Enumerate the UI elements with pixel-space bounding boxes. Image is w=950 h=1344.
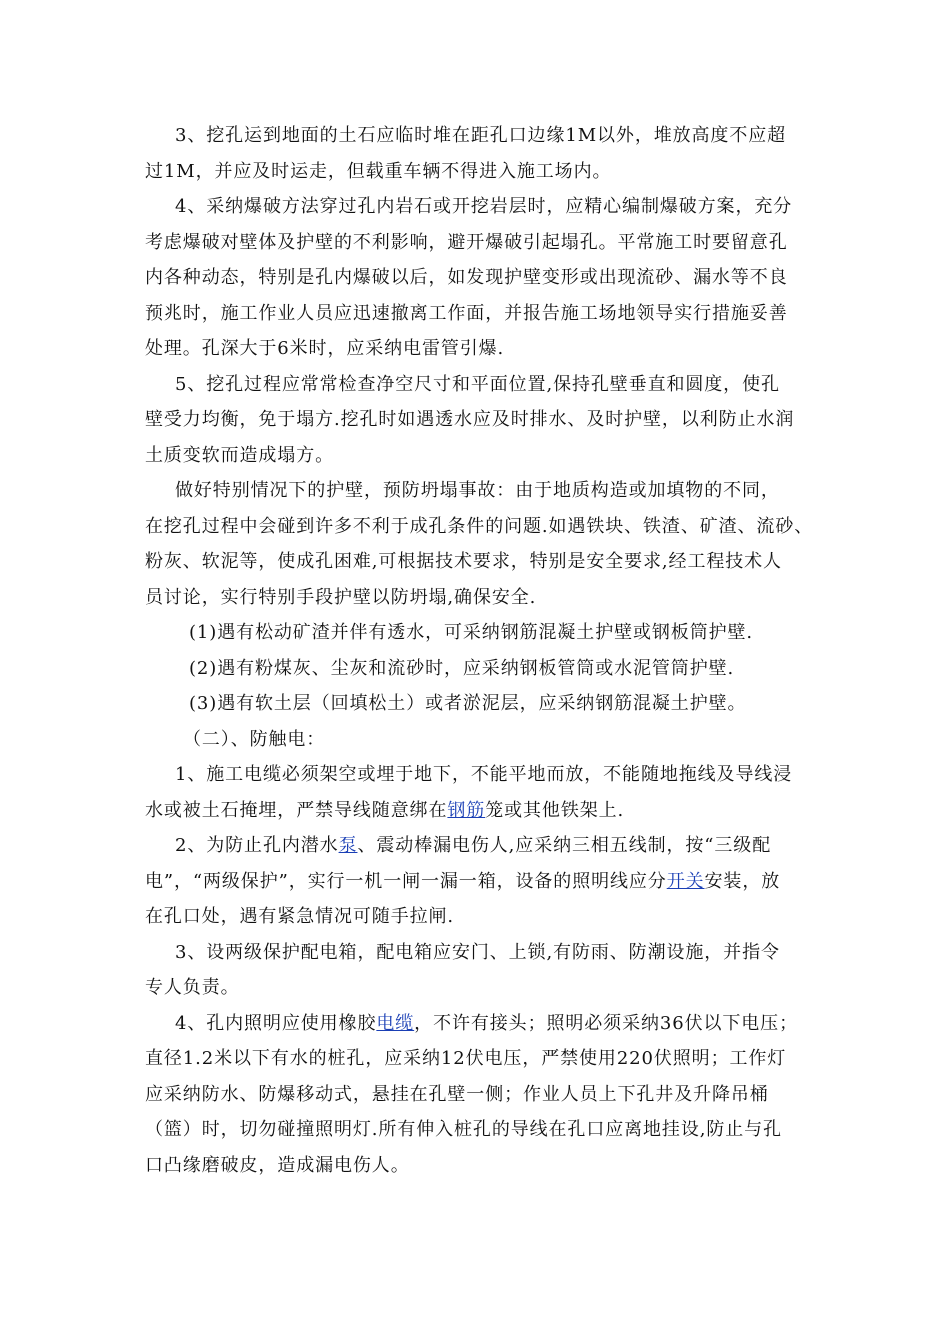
text-line xyxy=(145,864,817,900)
text-segment: 2、为防止孔内潜水 xyxy=(175,835,339,856)
text-line xyxy=(145,651,817,687)
text-segment: （篮）时，切勿碰撞照明灯.所有伸入桩孔的导线在孔口应离地挂设,防止与孔 xyxy=(145,1119,782,1140)
text-segment: 员讨论，实行特别手段护壁以防坍塌,确保安全. xyxy=(145,586,537,608)
paragraph-p8 xyxy=(145,651,817,687)
hyperlink[interactable]: 开关 xyxy=(666,870,705,892)
paragraph-p7 xyxy=(145,615,817,651)
text-line xyxy=(145,544,817,580)
text-line xyxy=(145,189,817,225)
text-segment: 3、挖孔运到地面的土石应临时堆在距孔口边缘1M以外，堆放高度不应超 xyxy=(175,125,787,146)
text-segment: 应采纳防水、防爆移动式，悬挂在孔壁一侧；作业人员上下孔井及升降吊桶 xyxy=(145,1083,769,1105)
text-segment: (2)遇有粉煤灰、尘灰和流砂时，应采纳钢板管筒或水泥管筒护壁. xyxy=(189,657,735,679)
document-body xyxy=(145,118,817,1183)
text-line xyxy=(145,509,817,545)
text-segment: 考虑爆破对壁体及护壁的不利影响，避开爆破引起塌孔。平常施工时要留意孔 xyxy=(145,231,788,253)
paragraph-p12 xyxy=(145,828,817,935)
text-line xyxy=(145,473,817,509)
paragraph-p10 xyxy=(145,722,817,758)
paragraph-p3 xyxy=(145,118,817,189)
text-segment: ，不许有接头；照明必须采纳36伏以下电压； xyxy=(414,1012,798,1034)
text-segment: 4、采纳爆破方法穿过孔内岩石或开挖岩层时，应精心编制爆破方案，充分 xyxy=(175,196,793,217)
text-segment: 做好特别情况下的护壁，预防坍塌事故：由于地质构造或加填物的不同， xyxy=(175,480,780,501)
paragraph-p9 xyxy=(145,686,817,722)
paragraph-p5 xyxy=(145,367,817,474)
text-segment: 壁受力均衡，免于塌方.挖孔时如遇透水应及时排水、及时护壁，以利防止水润 xyxy=(145,409,795,430)
text-line xyxy=(145,615,817,651)
paragraph-p11 xyxy=(145,757,817,828)
text-line xyxy=(145,580,817,616)
text-segment: 土质变软而造成塌方。 xyxy=(145,444,334,466)
text-segment: 5、挖孔过程应常常检查净空尺寸和平面位置,保持孔壁垂直和圆度，使孔 xyxy=(175,373,780,395)
text-segment: 处理。孔深大于6米时，应采纳电雷管引爆. xyxy=(145,338,505,359)
text-segment: 电”，“两级保护”，实行一机一闸一漏一箱，设备的照明线应分 xyxy=(145,870,667,892)
paragraph-p13 xyxy=(145,935,817,1006)
text-line xyxy=(145,1006,817,1042)
text-line xyxy=(145,225,817,261)
text-segment: 过1M，并应及时运走，但载重车辆不得进入施工场内。 xyxy=(145,160,612,182)
text-line xyxy=(145,260,817,296)
hyperlink[interactable]: 电缆 xyxy=(376,1012,415,1034)
text-line xyxy=(145,438,817,474)
text-line xyxy=(145,686,817,722)
text-line xyxy=(145,402,817,438)
text-line xyxy=(145,118,817,154)
text-segment: 、震动棒漏电伤人,应采纳三相五线制，按“三级配 xyxy=(357,835,772,856)
text-segment: (1)遇有松动矿渣并伴有透水，可采纳钢筋混凝土护壁或钢板筒护壁. xyxy=(189,622,754,643)
text-line xyxy=(145,367,817,403)
text-segment: 在挖孔过程中会碰到许多不利于成孔条件的问题.如遇铁块、铁渣、矿渣、流砂、 xyxy=(145,515,814,537)
text-segment: 直径1.2米以下有水的桩孔，应采纳12伏电压，严禁使用220伏照明；工作灯 xyxy=(145,1048,787,1069)
text-line xyxy=(145,793,817,829)
text-segment: 1、施工电缆必须架空或埋于地下，不能平地而放，不能随地拖线及导线浸 xyxy=(175,764,793,785)
text-segment: 3、设两级保护配电箱，配电箱应安门、上锁,有防雨、防潮设施，并指令 xyxy=(175,941,780,963)
text-segment: （二）、防触电： xyxy=(183,728,326,750)
text-segment: 安装，放 xyxy=(704,870,781,892)
text-line xyxy=(145,935,817,971)
text-line xyxy=(145,1077,817,1113)
paragraph-p4 xyxy=(145,189,817,367)
text-line xyxy=(145,1041,817,1077)
text-line xyxy=(145,296,817,332)
text-line xyxy=(145,828,817,864)
text-line xyxy=(145,1112,817,1148)
text-line xyxy=(145,757,817,793)
hyperlink[interactable]: 泵 xyxy=(338,835,358,856)
text-segment: 4、孔内照明应使用橡胶 xyxy=(175,1012,377,1034)
hyperlink[interactable]: 钢筋 xyxy=(447,799,486,821)
text-segment: 水或被土石掩埋，严禁导线随意绑在 xyxy=(145,799,448,821)
paragraph-p14 xyxy=(145,1006,817,1184)
text-line xyxy=(145,331,817,367)
text-line xyxy=(145,722,817,758)
text-segment: 笼或其他铁架上. xyxy=(485,799,625,821)
text-segment: 内各种动态，特别是孔内爆破以后，如发现护壁变形或出现流砂、漏水等不良 xyxy=(145,267,788,288)
text-segment: 专人负责。 xyxy=(145,977,240,998)
text-line xyxy=(145,154,817,190)
text-line xyxy=(145,899,817,935)
text-segment: (3)遇有软土层（回填松土）或者淤泥层，应采纳钢筋混凝土护壁。 xyxy=(189,693,747,714)
text-segment: 粉灰、软泥等，使成孔困难,可根据技术要求，特别是安全要求,经工程技术人 xyxy=(145,551,782,572)
text-segment: 口凸缘磨破皮，造成漏电伤人。 xyxy=(145,1154,410,1176)
text-line xyxy=(145,1148,817,1184)
text-line xyxy=(145,970,817,1006)
text-segment: 预兆时，施工作业人员应迅速撤离工作面，并报告施工场地领导实行措施妥善 xyxy=(145,302,788,324)
paragraph-p6 xyxy=(145,473,817,615)
text-segment: 在孔口处，遇有紧急情况可随手拉闸. xyxy=(145,906,455,927)
